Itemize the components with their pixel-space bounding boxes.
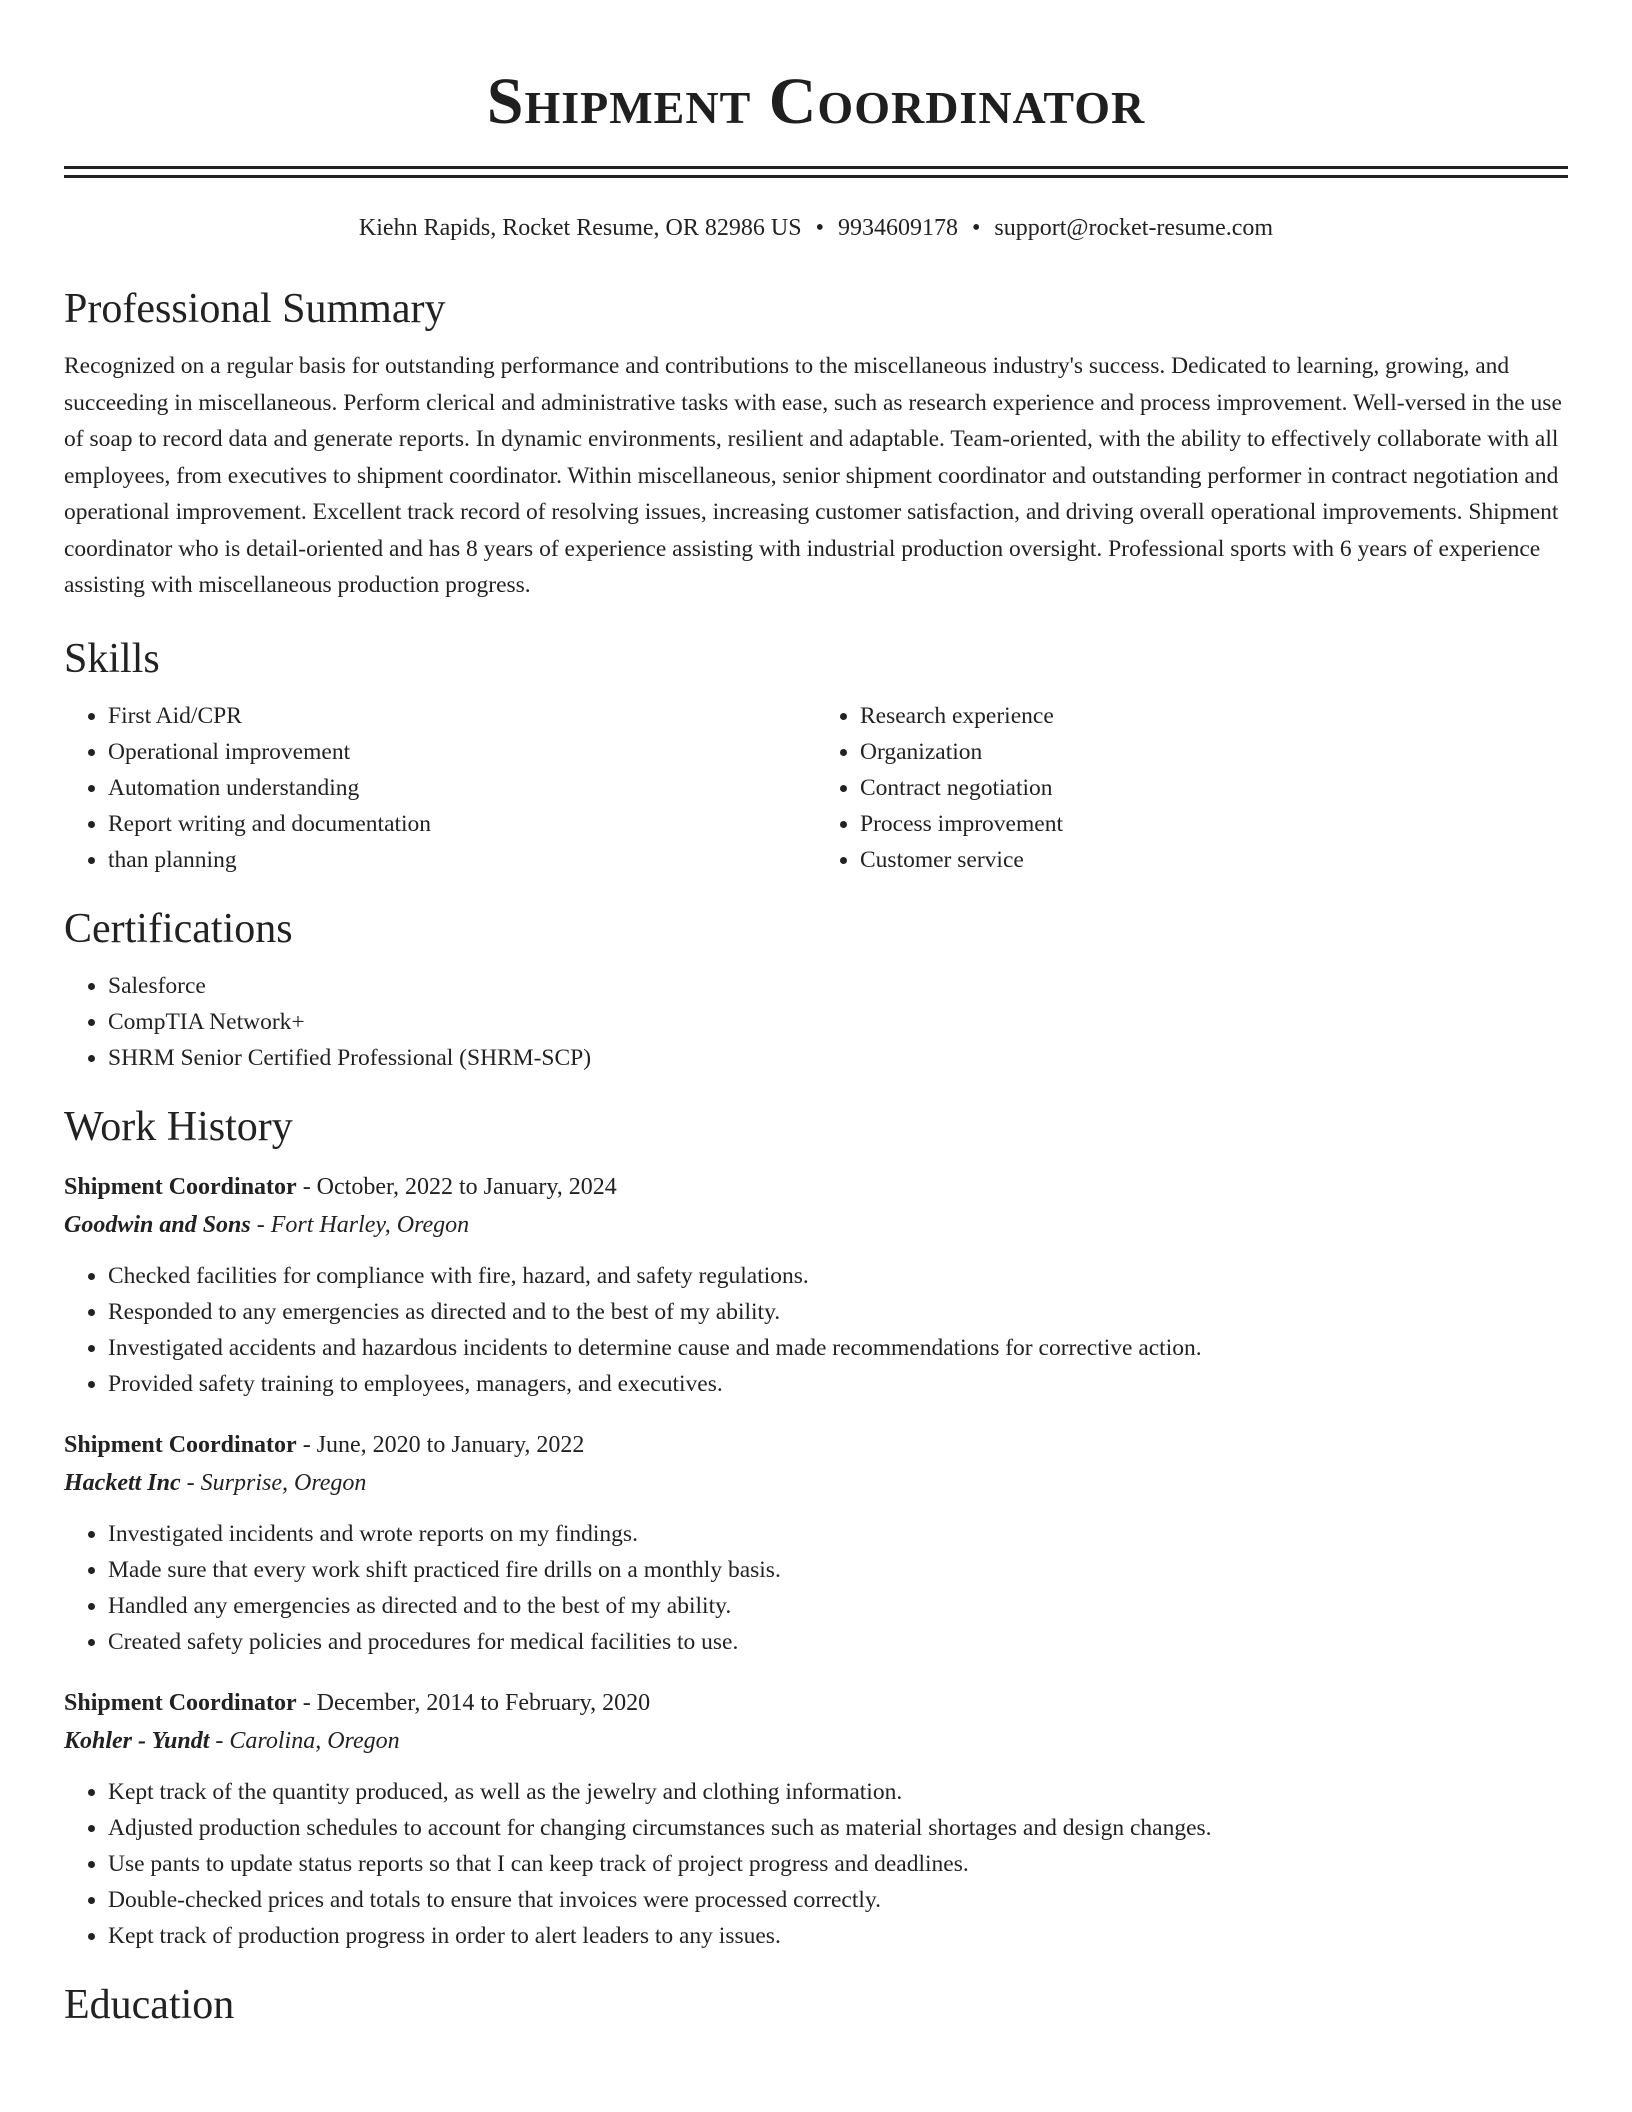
certification-item: • CompTIA Network+ [108,1004,1568,1040]
header-rule-bottom [64,175,1568,178]
job-title: Shipment Coordinator [64,1689,297,1716]
job-location: - Fort Harley, Oregon [250,1211,470,1238]
contact-separator: • [971,215,981,241]
resume-page [64,0,1568,2030]
certifications-heading: Certifications [64,905,293,952]
candidate-name: Shipment Coordinator [486,65,1146,138]
skills-column-left [64,698,816,878]
skill-item: • Contract negotiation [860,770,1568,806]
skill-item: • Research experience [860,698,1568,734]
skill-item: • Automation understanding [108,770,816,806]
job-dates: - June, 2020 to January, 2022 [296,1431,585,1458]
skills-column-right [816,698,1568,878]
header-rule-top [64,166,1568,169]
job-bullet: • Use pants to update status reports so that I can keep track of project progress and deadlines. [108,1846,1568,1882]
job-bullet: • Double-checked prices and totals to ensure that invoices were processed correctly. [108,1882,1568,1918]
skill-item: • than planning [108,842,816,878]
work-history-heading: Work History [64,1103,293,1150]
job-dates: - October, 2022 to January, 2024 [296,1173,617,1200]
contact-email: support@rocket-resume.com [994,215,1274,241]
job-title-line [64,1426,1568,1464]
certification-item: • SHRM Senior Certified Professional (SHRM-SCP) [108,1040,1568,1076]
certification-item: • Salesforce [108,968,1568,1004]
job-company: Kohler - Yundt [64,1727,210,1754]
job-bullet: • Kept track of the quantity produced, as well as the jewelry and clothing information. [108,1774,1568,1810]
skill-item: • Customer service [860,842,1568,878]
job-entry [64,1684,1568,1954]
job-bullet: • Handled any emergencies as directed and to the best of my ability. [108,1588,1568,1624]
skills-list [64,698,1568,878]
job-bullet: • Kept track of production progress in order to alert leaders to any issues. [108,1918,1568,1954]
summary-text: Recognized on a regular basis for outstanding performance and contributions to the miscellaneous industry's success. Dedicated to learning, growing, and succeeding in miscellaneous. Perform clerical and administrative tasks with ease, such as research experience and process improvement. Well-versed in the use of soap to record data and generate reports. In dynamic environments, resilient and adaptable. Team-oriented, with the ability to effectively collaborate with all employees, from executives to shipment coordinator. Within miscellaneous, senior shipment coordinator and outstanding performer in contract negotiation and operational improvement. Excellent track record of resolving issues, increasing customer satisfaction, and driving overall operational improvements. Shipment coordinator who is detail-oriented and has 8 years of experience assisting with industrial production oversight. Professional sports with 6 years of experience assisting with miscellaneous production progress. [64,353,1562,598]
contact-address: Kiehn Rapids, Rocket Resume, OR 82986 US [358,215,802,241]
job-title: Shipment Coordinator [64,1173,297,1200]
job-location: - Carolina, Oregon [209,1727,400,1754]
job-bullet: • Made sure that every work shift practiced fire drills on a monthly basis. [108,1552,1568,1588]
job-location: - Surprise, Oregon [180,1469,367,1496]
contact-phone: 9934609178 [837,215,958,241]
skill-item: • Process improvement [860,806,1568,842]
job-company-line [64,1464,1568,1502]
job-bullet: • Adjusted production schedules to account for changing circumstances such as material shortages and design changes. [108,1810,1568,1846]
job-title: Shipment Coordinator [64,1431,297,1458]
job-bullet: • Investigated accidents and hazardous incidents to determine cause and made recommendations for corrective action. [108,1330,1568,1366]
job-title-line [64,1168,1568,1206]
job-bullets [64,1774,1568,1954]
skill-item: • Report writing and documentation [108,806,816,842]
job-dates: - December, 2014 to February, 2020 [296,1689,651,1716]
job-company-line [64,1722,1568,1760]
job-bullet: • Provided safety training to employees, managers, and executives. [108,1366,1568,1402]
contact-separator: • [815,215,824,241]
summary-heading: Professional Summary [64,286,446,332]
job-bullet: • Responded to any emergencies as directed and to the best of my ability. [108,1294,1568,1330]
job-bullet: • Created safety policies and procedures for medical facilities to use. [108,1624,1568,1660]
job-company-line [64,1206,1568,1244]
contact-line [64,212,1568,244]
job-title-line [64,1684,1568,1722]
skill-item: • Operational improvement [108,734,816,770]
job-bullet: • Investigated incidents and wrote reports on my findings. [108,1516,1568,1552]
job-entry [64,1426,1568,1660]
job-entry [64,1168,1568,1402]
job-bullet: • Checked facilities for compliance with fire, hazard, and safety regulations. [108,1258,1568,1294]
job-bullets [64,1258,1568,1402]
skill-item: • Organization [860,734,1568,770]
skill-item: • First Aid/CPR [108,698,816,734]
education-heading: Education [64,1981,235,2028]
job-company: Goodwin and Sons [64,1211,251,1238]
skills-heading: Skills [64,635,160,682]
certifications-list [64,968,1568,1076]
job-company: Hackett Inc [64,1469,181,1496]
job-bullets [64,1516,1568,1660]
